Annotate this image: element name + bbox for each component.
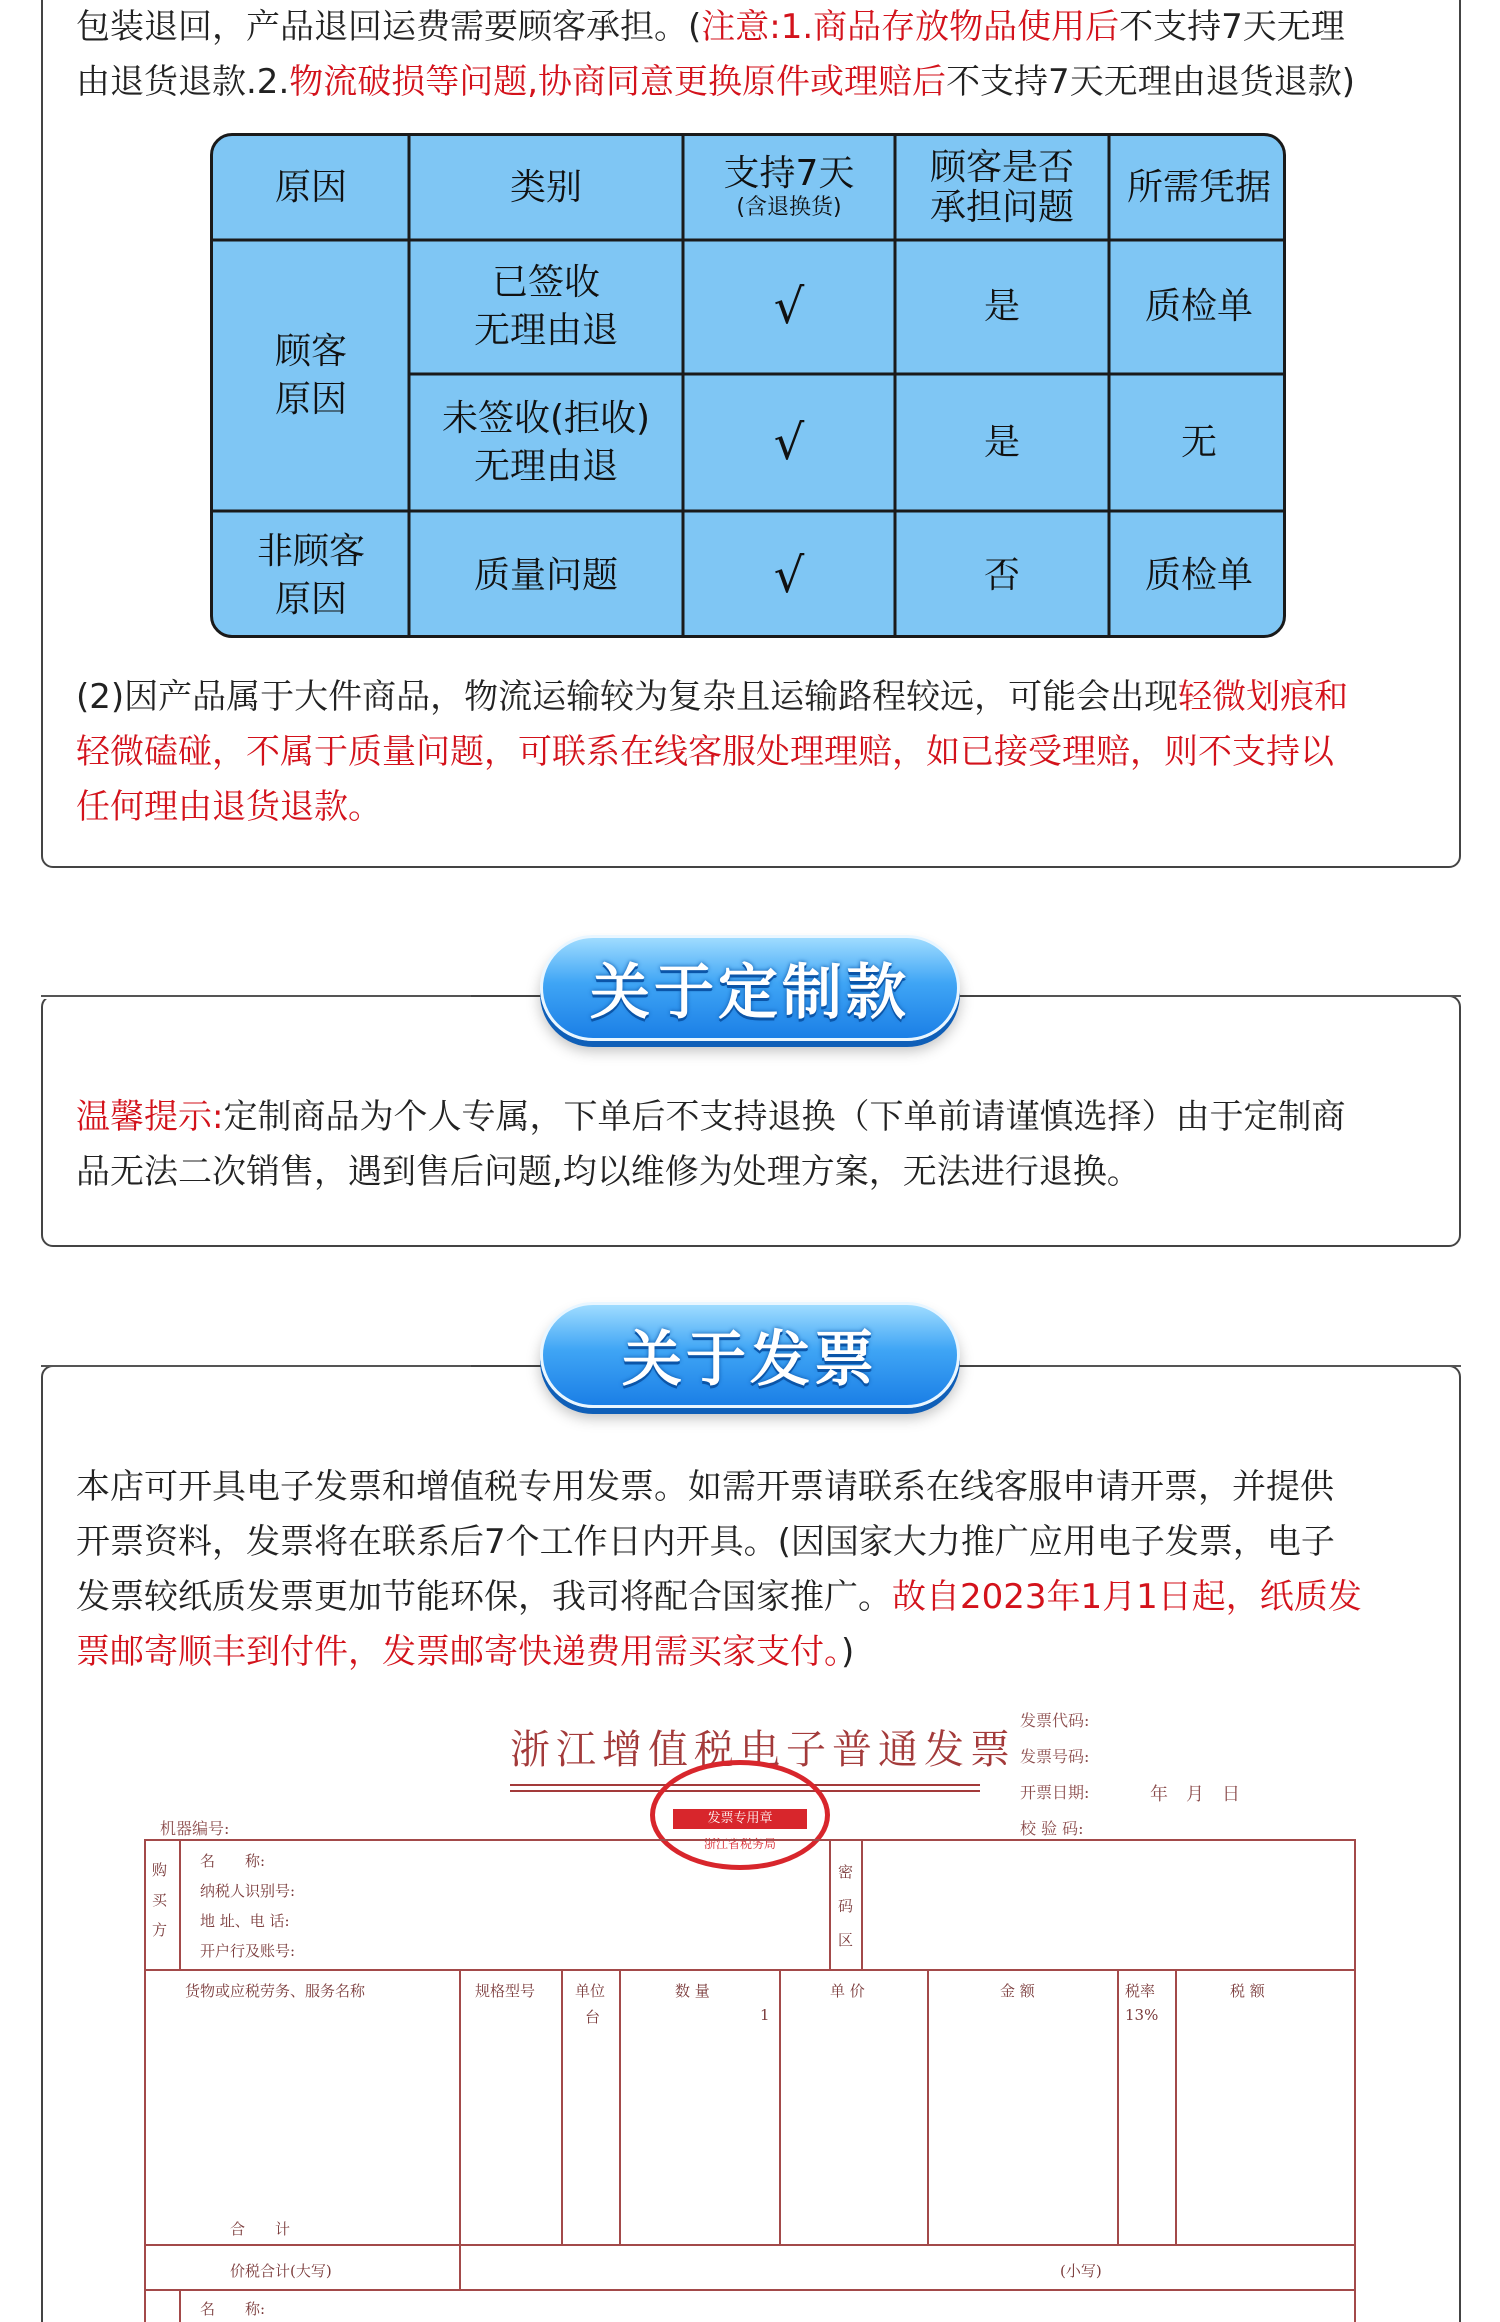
policy-note-line2: 由退货退款.2.物流破损等问题,协商同意更换原件或理赔后不支持7天无理由退货退款) <box>76 62 1355 102</box>
invoice-date-fields: 年 月 日 <box>1150 1784 1240 1805</box>
total-in-words-label: 价税合计(大写) <box>230 2262 332 2280</box>
col-spec-header: 规格型号 <box>475 1982 536 2000</box>
heading-divider-left <box>41 995 471 997</box>
invoice-grid <box>140 1690 1360 2322</box>
buyer-address-label: 地 址、电 话: <box>200 1912 290 1930</box>
col-unit-header: 单位 <box>575 1982 606 2000</box>
invoice-code-label: 发票代码: <box>1020 1711 1090 1730</box>
buyer-name-label: 名 称: <box>200 1852 266 1870</box>
buyer-column-label: 购买方 <box>152 1861 168 1939</box>
header-customer-bear: 顾客是否 承担问题 <box>929 147 1074 228</box>
large-item-note-line2: 轻微磕碰，不属于质量问题，可联系在线客服处理理赔，如已接受理赔，则不支持以 <box>76 732 1334 772</box>
group-customer-reason: 顾客 原因 <box>274 330 347 420</box>
header-category: 类别 <box>509 167 582 208</box>
invoice-info-line3: 发票较纸质发票更加节能环保，我司将配合国家推广。故自2023年1月1日起，纸质发 <box>76 1577 1362 1617</box>
table-row-quality-category: 质量问题 <box>473 555 618 596</box>
table-row-quality-support: √ <box>773 548 805 604</box>
buyer-taxid-label: 纳税人识别号: <box>200 1882 296 1900</box>
col-qty-header: 数 量 <box>675 1982 710 2000</box>
table-row-unsigned-category: 未签收(拒收) 无理由退 <box>441 397 651 487</box>
table-row-signed-support: √ <box>773 279 805 335</box>
large-item-note-line1: (2)因产品属于大件商品，物流运输较为复杂且运输路程较远，可能会出现轻微划痕和 <box>76 677 1349 717</box>
heading-divider-right <box>1030 1365 1461 1367</box>
total-label: 合 计 <box>230 2220 291 2238</box>
col-goods-header: 货物或应税劳务、服务名称 <box>185 1982 366 2000</box>
total-in-figures-label: (小写) <box>1060 2262 1102 2280</box>
custom-tip-line2: 品无法二次销售，遇到售后问题,均以维修为处理方案，无法进行退换。 <box>76 1152 1141 1192</box>
invoice-info-line1: 本店可开具电子发票和增值税专用发票。如需开票请联系在线客服申请开票，并提供 <box>76 1467 1334 1507</box>
invoice-info-line4: 票邮寄顺丰到付件，发票邮寄快递费用需买家支付。) <box>76 1632 855 1672</box>
heading-divider-right <box>1030 995 1461 997</box>
table-row-unsigned-bear: 是 <box>983 421 1020 463</box>
invoice-sample-image <box>140 1690 1360 2322</box>
invoice-date-label: 开票日期: <box>1020 1783 1090 1802</box>
invoice-check-label: 校 验 码: <box>1020 1819 1084 1838</box>
table-row-unsigned-support: √ <box>773 414 805 471</box>
table-row-signed-category: 已签收 无理由退 <box>473 262 618 351</box>
custom-heading-pill: 关于定制款 <box>540 935 960 1041</box>
table-row-unsigned-proof: 无 <box>1180 421 1217 463</box>
col-amount-header: 金 额 <box>1000 1982 1035 2000</box>
policy-note-line1: 包装退回，产品退回运费需要顾客承担。(注意:1.商品存放物品使用后不支持7天无理 <box>76 7 1345 47</box>
table-row-signed-bear: 是 <box>983 286 1020 327</box>
return-policy-table <box>210 133 1286 638</box>
item-rate-value: 13% <box>1125 2006 1159 2024</box>
item-unit-value: 台 <box>585 2008 601 2026</box>
group-non-customer-reason: 非顾客 原因 <box>256 531 365 620</box>
item-qty-value: 1 <box>760 2006 770 2024</box>
heading-divider-left <box>41 1365 471 1367</box>
table-row-quality-proof: 质检单 <box>1144 555 1253 596</box>
buyer-bank-label: 开户行及账号: <box>200 1942 296 1960</box>
password-area-label: 密码区 <box>838 1863 854 1949</box>
header-proof: 所需凭据 <box>1126 167 1271 208</box>
col-price-header: 单 价 <box>830 1982 865 2000</box>
invoice-info-line2: 开票资料，发票将在联系后7个工作日内开具。(因国家大力推广应用电子发票，电子 <box>76 1522 1335 1562</box>
machine-number-label: 机器编号: <box>160 1819 230 1838</box>
table-row-quality-bear: 否 <box>983 555 1020 596</box>
col-rate-header: 税率 <box>1125 1982 1156 2000</box>
seller-name-label: 名 称: <box>200 2300 266 2318</box>
invoice-title: 浙江增值税电子普通发票 <box>510 1727 1016 1773</box>
invoice-seal-icon: 发票专用章 浙江省税务局 <box>650 1760 830 1870</box>
header-reason: 原因 <box>274 167 347 208</box>
large-item-note-line3: 任何理由退货退款。 <box>76 787 382 827</box>
custom-tip-line1: 温馨提示:定制商品为个人专属，下单后不支持退换（下单前请谨慎选择）由于定制商 <box>76 1097 1346 1137</box>
invoice-heading-pill: 关于发票 <box>540 1302 960 1408</box>
col-tax-header: 税 额 <box>1230 1982 1265 2000</box>
header-support-7days: 支持7天 (含退换货) <box>723 153 855 220</box>
table-row-signed-proof: 质检单 <box>1144 286 1253 327</box>
invoice-number-label: 发票号码: <box>1020 1747 1090 1766</box>
